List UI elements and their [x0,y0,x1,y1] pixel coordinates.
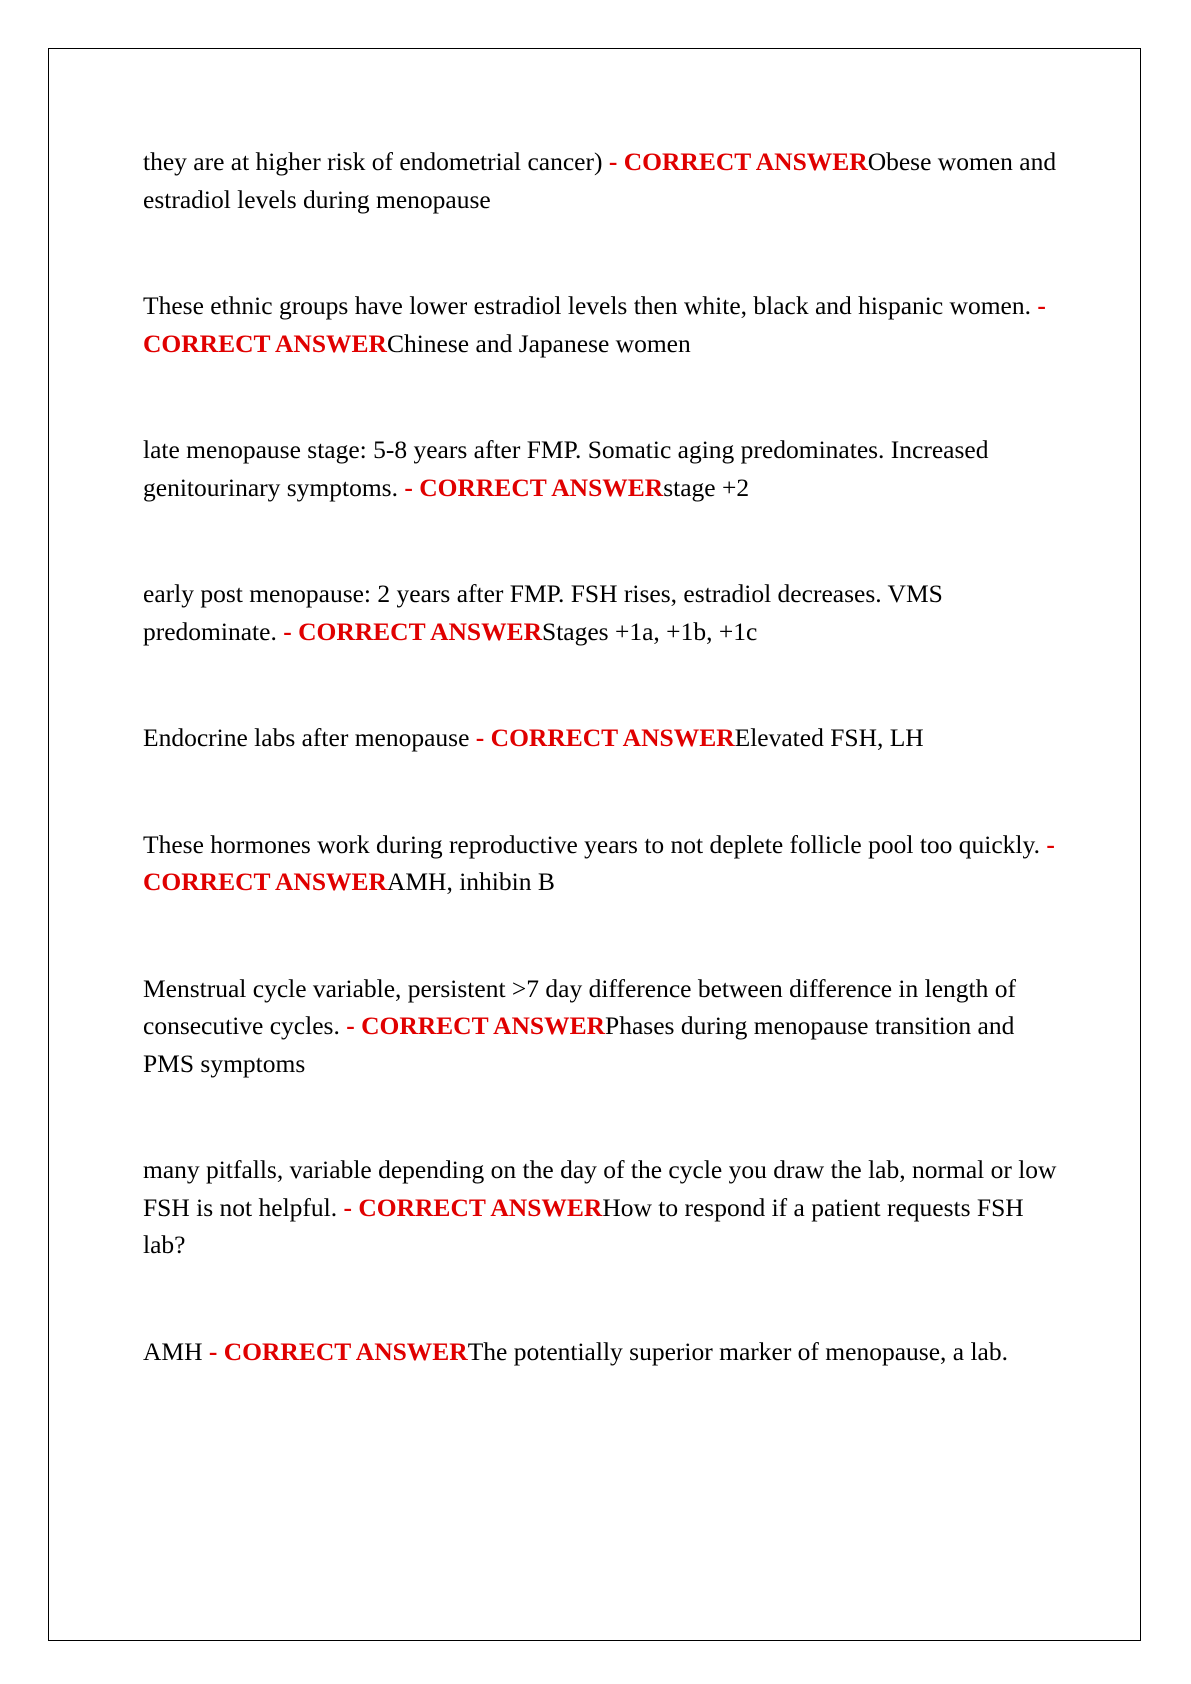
question-text: Menstrual cycle variable, persistent >7 day difference between difference in length of consecutive cycles. [143,973,1016,1040]
qa-list [143,143,1063,1439]
answer-text: The potentially superior marker of menopause, a lab. [467,1336,1008,1366]
qa-item [143,431,1063,506]
correct-answer-label: - CORRECT ANSWER [276,616,543,646]
qa-item [143,826,1063,901]
qa-item [143,1151,1063,1264]
qa-item [143,719,1063,757]
answer-text: Obese women and estradiol levels during menopause [143,147,1057,214]
correct-answer-label: - CORRECT ANSWER [469,723,735,752]
answer-text: How to respond if a patient requests FSH lab? [143,1192,1024,1259]
answer-text: Stages +1a, +1b, +1c [542,616,758,646]
question-text: These ethnic groups have lower estradiol levels then white, black and hispanic women. [143,291,1031,320]
question-text: AMH [143,1336,203,1366]
qa-item [143,1333,1063,1371]
answer-text: stage +2 [663,472,750,502]
question-text: they are at higher risk of endometrial cancer) [143,147,603,176]
question-text: many pitfalls, variable depending on the day of the cycle you draw the lab, normal or low FSH is not helpful. [143,1155,1057,1222]
correct-answer-label: - CORRECT ANSWER [397,472,664,502]
question-text: early post menopause: 2 years after FMP. FSH rises, estradiol decreases. VMS predominate. [143,579,943,646]
correct-answer-label: - CORRECT ANSWER [202,1336,468,1366]
correct-answer-label: - CORRECT ANSWER [337,1192,603,1222]
qa-item [143,143,1063,218]
qa-item [143,970,1063,1083]
answer-text: AMH, inhibin B [386,867,555,896]
correct-answer-label: - CORRECT ANSWER [143,291,1046,358]
answer-text: Elevated FSH, LH [734,723,924,752]
question-text: These hormones work during reproductive years to not deplete follicle pool too quickly. [143,829,1040,859]
answer-text: Phases during menopause transition and PMS symptoms [143,1011,1015,1078]
correct-answer-label: - CORRECT ANSWER [339,1011,606,1040]
question-text: late menopause stage: 5-8 years after FMP. Somatic aging predominates. Increased genitourinary symptoms. [143,435,989,502]
question-text: Endocrine labs after menopause [143,723,470,752]
qa-item [143,575,1063,650]
qa-item [143,287,1063,362]
correct-answer-label: - CORRECT ANSWER [602,147,868,176]
correct-answer-label: - CORRECT ANSWER [143,829,1055,896]
answer-text: Chinese and Japanese women [386,328,691,358]
